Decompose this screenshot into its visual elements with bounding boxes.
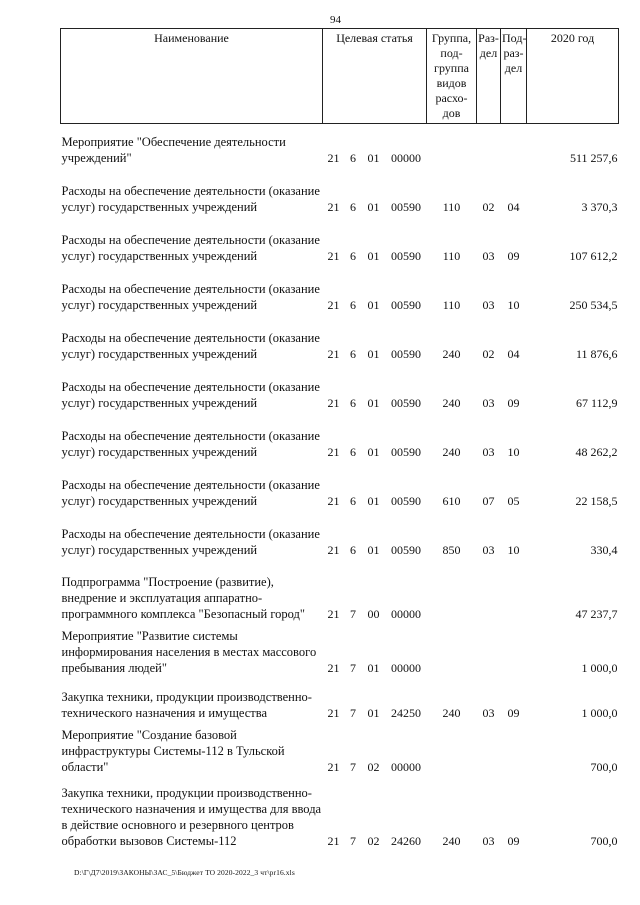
row-subsection: 10 (507, 297, 520, 312)
row-expense-group (427, 558, 477, 622)
row-expense-group: 240 (442, 705, 461, 720)
row-amount: 250 534,5 (569, 297, 618, 312)
row-subsection: 04 (507, 199, 520, 214)
row-code-event: 01 (367, 199, 380, 214)
row-amount: 330,4 (590, 542, 618, 557)
row-section (477, 558, 501, 622)
row-code-direction: 00590 (391, 297, 421, 312)
row-name: Расходы на обеспечение деятельности (оказание услуг) государственных учреждений (61, 183, 320, 214)
row-amount: 48 262,2 (575, 444, 618, 459)
row-code-subprogram: 7 (350, 833, 356, 848)
row-code-event: 01 (367, 444, 380, 459)
row-code-program: 21 (327, 346, 340, 361)
row-code-event: 00 (367, 606, 380, 621)
row-section: 03 (482, 248, 495, 263)
row-code-program: 21 (327, 199, 340, 214)
row-code-subprogram: 6 (350, 297, 356, 312)
row-code-program: 21 (327, 542, 340, 557)
row-code-subprogram: 6 (350, 199, 356, 214)
row-code-subprogram: 6 (350, 346, 356, 361)
row-amount: 11 876,6 (575, 346, 618, 361)
row-code-subprogram: 6 (350, 542, 356, 557)
row-code-program: 21 (327, 833, 340, 848)
row-section (477, 124, 501, 166)
row-expense-group: 110 (442, 297, 461, 312)
row-code-program: 21 (327, 297, 340, 312)
row-code-subprogram: 6 (350, 444, 356, 459)
row-code-event: 01 (367, 297, 380, 312)
table-header (61, 29, 619, 124)
table-row (61, 313, 619, 362)
row-code-direction: 00590 (391, 248, 421, 263)
row-name: Расходы на обеспечение деятельности (оказание услуг) государственных учреждений (61, 232, 320, 263)
row-expense-group: 240 (442, 444, 461, 459)
row-code-event: 01 (367, 248, 380, 263)
row-section: 03 (482, 297, 495, 312)
table-row (61, 676, 619, 721)
row-subsection: 09 (507, 705, 520, 720)
table-row (61, 411, 619, 460)
row-name: Расходы на обеспечение деятельности (оказание услуг) государственных учреждений (61, 428, 320, 459)
table-row (61, 622, 619, 676)
header-subsection: Под-раз-дел (501, 29, 527, 124)
header-name: Наименование (61, 29, 323, 124)
row-name: Расходы на обеспечение деятельности (оказание услуг) государственных учреждений (61, 526, 320, 557)
row-code-subprogram: 7 (350, 660, 356, 675)
row-code-program: 21 (327, 248, 340, 263)
row-code-program: 21 (327, 660, 340, 675)
row-code-subprogram: 6 (350, 395, 356, 410)
row-amount: 107 612,2 (569, 248, 618, 263)
row-code-subprogram: 6 (350, 248, 356, 263)
row-expense-group: 850 (442, 542, 461, 557)
row-code-event: 01 (367, 705, 380, 720)
row-section (477, 622, 501, 676)
budget-table (60, 28, 619, 849)
row-section: 03 (482, 833, 495, 848)
row-code-direction: 00590 (391, 199, 421, 214)
row-amount: 3 370,3 (581, 199, 618, 214)
row-amount: 47 237,7 (575, 606, 618, 621)
row-amount: 1 000,0 (581, 705, 618, 720)
row-name: Расходы на обеспечение деятельности (оказание услуг) государственных учреждений (61, 477, 320, 508)
row-code-direction: 00590 (391, 346, 421, 361)
row-section (477, 721, 501, 775)
row-name: Мероприятие "Развитие системы информирования населения в местах массового пребывания людей" (61, 628, 317, 675)
row-code-direction: 00590 (391, 493, 421, 508)
row-amount: 700,0 (590, 759, 618, 774)
row-code-direction: 00000 (391, 660, 421, 675)
row-code-direction: 00590 (391, 444, 421, 459)
row-amount: 22 158,5 (575, 493, 618, 508)
row-section: 03 (482, 705, 495, 720)
row-subsection (501, 558, 527, 622)
table-row (61, 558, 619, 622)
table-row (61, 124, 619, 166)
row-section: 03 (482, 395, 495, 410)
row-code-subprogram: 7 (350, 705, 356, 720)
row-code-direction: 24260 (391, 833, 421, 848)
row-expense-group: 610 (442, 493, 461, 508)
table-row (61, 264, 619, 313)
table-row (61, 215, 619, 264)
row-code-direction: 00000 (391, 150, 421, 165)
row-expense-group: 110 (442, 248, 461, 263)
row-expense-group: 240 (442, 833, 461, 848)
row-amount: 1 000,0 (581, 660, 618, 675)
row-name: Закупка техники, продукции производственно-технического назначения и имущества для ввода в действие основного и резервного центров обработки вызовов Системы-112 (61, 785, 322, 848)
row-code-direction: 00000 (391, 606, 421, 621)
row-section: 03 (482, 542, 495, 557)
row-subsection: 10 (507, 444, 520, 459)
header-group: Группа, под-группа видов расхо-дов (427, 29, 477, 124)
row-expense-group: 240 (442, 395, 461, 410)
row-amount: 511 257,6 (569, 150, 618, 165)
row-subsection (501, 124, 527, 166)
file-path-footer: D:\Г\Д7\2019\ЗАКОНЫ\ЗАС_5\Бюджет ТО 2020-2022_3 чт\pr16.xls (74, 868, 295, 877)
row-name: Расходы на обеспечение деятельности (оказание услуг) государственных учреждений (61, 330, 320, 361)
row-code-event: 01 (367, 346, 380, 361)
table-row (61, 460, 619, 509)
row-expense-group (427, 721, 477, 775)
row-code-event: 02 (367, 759, 380, 774)
table-row (61, 509, 619, 558)
row-section: 07 (482, 493, 495, 508)
row-code-event: 01 (367, 493, 380, 508)
table-row (61, 166, 619, 215)
row-code-subprogram: 6 (350, 150, 356, 165)
row-code-direction: 24250 (391, 705, 421, 720)
row-section: 03 (482, 444, 495, 459)
row-code-direction: 00590 (391, 542, 421, 557)
row-expense-group (427, 622, 477, 676)
page-number: 94 (330, 14, 341, 26)
row-code-event: 01 (367, 660, 380, 675)
table-row (61, 721, 619, 775)
row-name: Мероприятие "Обеспечение деятельности учреждений" (61, 134, 286, 165)
header-target-article: Целевая статья (323, 29, 427, 124)
row-expense-group (427, 124, 477, 166)
row-name: Расходы на обеспечение деятельности (оказание услуг) государственных учреждений (61, 379, 320, 410)
row-subsection: 04 (507, 346, 520, 361)
row-amount: 67 112,9 (575, 395, 618, 410)
row-code-subprogram: 7 (350, 606, 356, 621)
row-code-program: 21 (327, 395, 340, 410)
row-code-direction: 00590 (391, 395, 421, 410)
row-expense-group: 110 (442, 199, 461, 214)
table-row (61, 775, 619, 849)
row-subsection: 05 (507, 493, 520, 508)
row-name: Мероприятие "Создание базовой инфраструктуры Системы-112 в Тульской области" (61, 727, 285, 774)
row-code-event: 01 (367, 542, 380, 557)
row-code-program: 21 (327, 150, 340, 165)
row-subsection: 09 (507, 248, 520, 263)
row-code-subprogram: 7 (350, 759, 356, 774)
row-section: 02 (482, 346, 495, 361)
row-expense-group: 240 (442, 346, 461, 361)
row-code-direction: 00000 (391, 759, 421, 774)
row-code-program: 21 (327, 705, 340, 720)
row-code-program: 21 (327, 444, 340, 459)
row-subsection (501, 622, 527, 676)
row-subsection: 09 (507, 833, 520, 848)
row-code-event: 01 (367, 150, 380, 165)
row-code-subprogram: 6 (350, 493, 356, 508)
row-subsection: 09 (507, 395, 520, 410)
row-subsection: 10 (507, 542, 520, 557)
row-name: Расходы на обеспечение деятельности (оказание услуг) государственных учреждений (61, 281, 320, 312)
row-name: Подпрограмма "Построение (развитие), внедрение и эксплуатация аппаратно-программного комплекса "Безопасный город" (61, 574, 305, 621)
row-subsection (501, 721, 527, 775)
table-row (61, 362, 619, 411)
row-code-event: 01 (367, 395, 380, 410)
row-section: 02 (482, 199, 495, 214)
row-amount: 700,0 (590, 833, 618, 848)
row-code-program: 21 (327, 759, 340, 774)
row-code-program: 21 (327, 493, 340, 508)
row-code-event: 02 (367, 833, 380, 848)
row-name: Закупка техники, продукции производственно-технического назначения и имущества (61, 689, 312, 720)
header-section: Раз-дел (477, 29, 501, 124)
header-year: 2020 год (527, 29, 619, 124)
row-code-program: 21 (327, 606, 340, 621)
